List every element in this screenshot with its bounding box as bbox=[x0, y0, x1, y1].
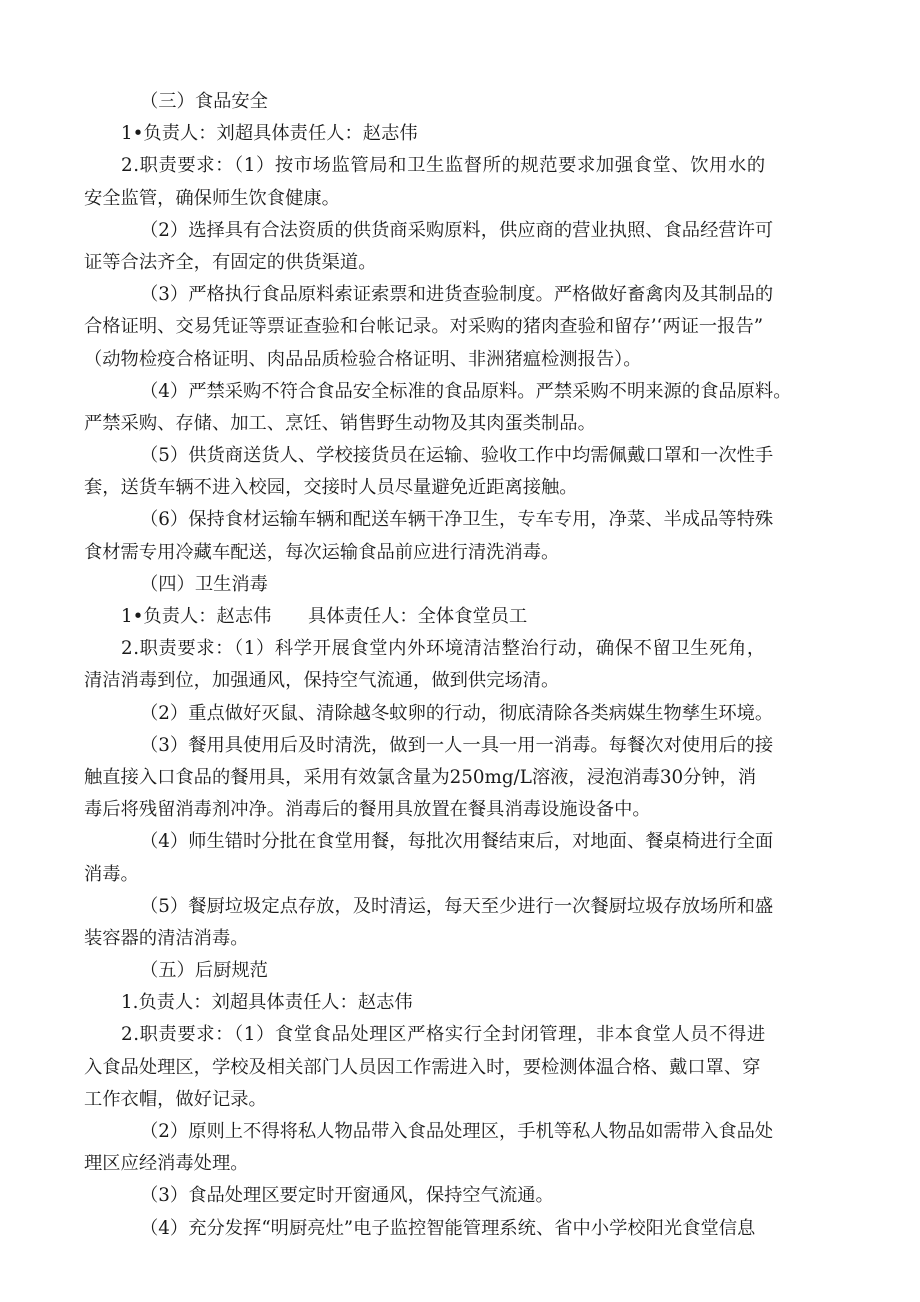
paragraph-line: 毒后将残留消毒剂冲净。消毒后的餐用具放置在餐具消毒设施设备中。 bbox=[84, 799, 651, 821]
paragraph-line: 2.职责要求：（1）按市场监管局和卫生监督所的规范要求加强食堂、饮用水的 bbox=[121, 155, 766, 177]
responsible-person-line: 1•负责人：刘超具体责任人：赵志伟 bbox=[121, 123, 418, 145]
paragraph-line: （2）选择具有合法资质的供货商采购原料，供应商的营业执照、食品经营许可 bbox=[140, 219, 774, 241]
paragraph-line: （3）餐用具使用后及时清洗，做到一人一具一用一消毒。每餐次对使用后的接 bbox=[140, 734, 774, 756]
document-page bbox=[84, 86, 836, 1245]
paragraph-line: （动物检疫合格证明、肉品品质检验合格证明、非洲猪瘟检测报告）。 bbox=[84, 348, 642, 370]
paragraph-line: （5）餐厨垃圾定点存放，及时清运，每天至少进行一次餐厨垃圾存放场所和盛 bbox=[140, 895, 774, 917]
paragraph-line: 装容器的清洁消毒。 bbox=[84, 927, 249, 949]
paragraph-line: （2）原则上不得将私人物品带入食品处理区，手机等私人物品如需带入食品处 bbox=[140, 1121, 774, 1142]
paragraph-line: 触直接入口食品的餐用具，采用有效氯含量为250mg/L溶液，浸泡消毒30分钟，消 bbox=[84, 766, 757, 788]
responsible-person-line: 1.负责人：刘超具体责任人：赵志伟 bbox=[121, 992, 413, 1014]
paragraph-line: （3）严格执行食品原料索证索票和进货查验制度。严格做好畜禽肉及其制品的 bbox=[140, 284, 774, 306]
section-heading-kitchen: （五）后厨规范 bbox=[140, 960, 268, 982]
section-heading-food-safety: （三）食品安全 bbox=[140, 91, 268, 112]
paragraph-line: 清洁消毒到位，加强通风，保持空气流通，做到供完场清。 bbox=[84, 670, 560, 692]
paragraph-line: （6）保持食材运输车辆和配送车辆干净卫生，专车专用，净菜、半成品等特殊 bbox=[140, 509, 774, 531]
paragraph-line: 入食品处理区，学校及相关部门人员因工作需进入时，要检测体温合格、戴口罩、穿 bbox=[84, 1056, 761, 1078]
paragraph-line: 2.职责要求：（1）食堂食品处理区严格实行全封闭管理，非本食堂人员不得进 bbox=[121, 1024, 766, 1046]
paragraph-line: 2.职责要求：（1）科学开展食堂内外环境清洁整治行动，确保不留卫生死角， bbox=[121, 638, 766, 660]
paragraph-line: （3）食品处理区要定时开窗通风，保持空气流通。 bbox=[140, 1185, 554, 1207]
paragraph-line: 消毒。 bbox=[84, 863, 139, 885]
paragraph-line: （4）严禁采购不符合食品安全标准的食品原料。严禁采购不明来源的食品原料。 bbox=[140, 380, 792, 402]
paragraph-line: 食材需专用冷藏车配送，每次运输食品前应进行清洗消毒。 bbox=[84, 541, 560, 563]
paragraph-line: （4）充分发挥“明厨亮灶”电子监控智能管理系统、省中小学校阳光食堂信息 bbox=[140, 1217, 756, 1239]
paragraph-line: （4）师生错时分批在食堂用餐，每批次用餐结束后，对地面、餐桌椅进行全面 bbox=[140, 831, 774, 853]
section-heading-hygiene: （四）卫生消毒 bbox=[140, 573, 268, 595]
paragraph-line: （5）供货商送货人、学校接货员在运输、验收工作中均需佩戴口罩和一次性手 bbox=[140, 445, 774, 467]
paragraph-line: 理区应经消毒处理。 bbox=[84, 1153, 249, 1175]
paragraph-line: 工作衣帽，做好记录。 bbox=[84, 1088, 267, 1110]
paragraph-line: 合格证明、交易凭证等票证查验和台帐记录。对采购的猪肉查验和留存’‘两证一报告” bbox=[84, 316, 764, 338]
responsible-person-line: 1•负责人：赵志伟 具体责任人：全体食堂员工 bbox=[121, 606, 528, 627]
paragraph-line: 套，送货车辆不进入校园，交接时人员尽量避免近距离接触。 bbox=[84, 477, 578, 499]
paragraph-line: 安全监管，确保师生饮食健康。 bbox=[84, 187, 340, 209]
paragraph-line: 严禁采购、存储、加工、烹饪、销售野生动物及其肉蛋类制品。 bbox=[84, 412, 596, 434]
paragraph-line: 证等合法齐全，有固定的供货渠道。 bbox=[84, 251, 377, 273]
paragraph-line: （2）重点做好灭鼠、清除越冬蚊卵的行动，彻底清除各类病媒生物孳生环境。 bbox=[140, 702, 774, 724]
